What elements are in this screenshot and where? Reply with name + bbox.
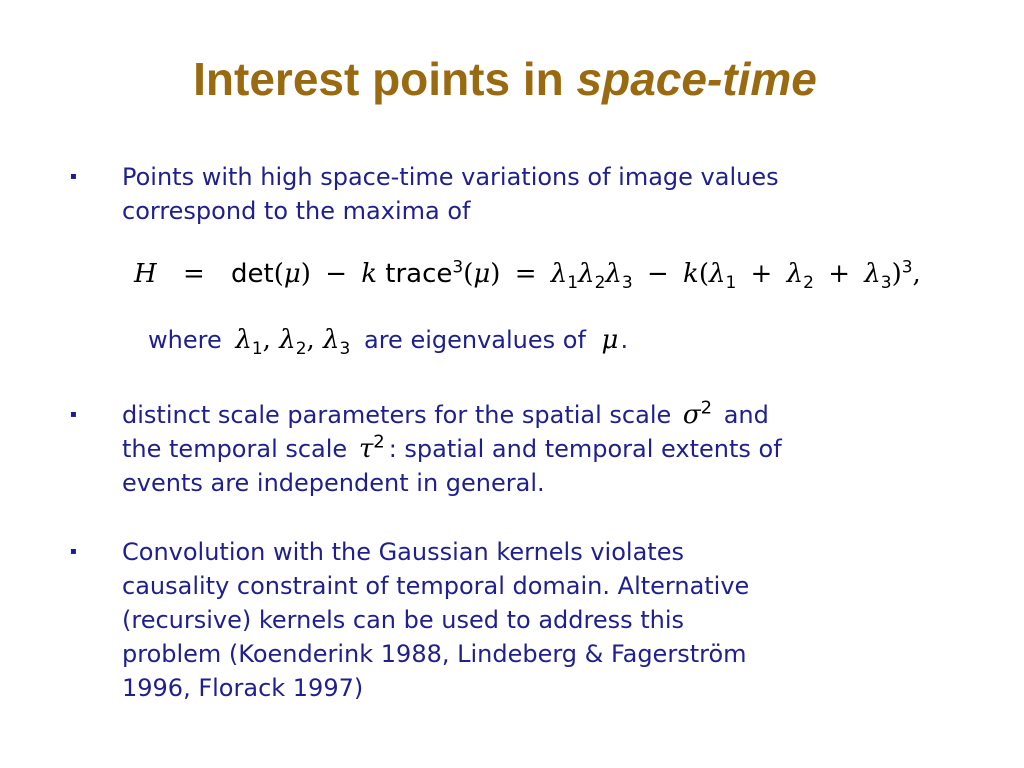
title-plain: Interest points in [193,53,577,105]
title-italic: space-time [576,53,817,105]
eq-lambda-f: λ [864,259,881,289]
eq-sub-d: 1 [725,273,737,294]
eq-minus-1: − [325,259,347,289]
eq-sub-e: 2 [803,273,814,294]
eq-mu-2: μ [473,259,491,289]
tau-symbol: τ [358,434,374,464]
bullet-3-line1: Convolution with the Gaussian kernels violates [122,538,684,566]
bullet-1-line2: correspond to the maxima of [122,197,471,225]
eq-comma: , [912,259,921,289]
bullet-2-part1: distinct scale parameters for the spatial scale [122,401,672,429]
where-sub-1: 1 [251,339,263,360]
eq-sub-a: 1 [567,273,579,294]
bullet-3-line2: causality constraint of temporal domain. Alternative [122,572,750,600]
bullet-3-line3: (recursive) kernels can be used to address this [122,606,685,634]
sigma-squared [679,397,716,430]
where-lambda-3: λ [323,325,340,355]
eq-lambda-c: λ [605,259,622,289]
where-lambda-2: λ [279,325,296,355]
eq-k-2: k [683,259,699,289]
slide-title [0,52,1010,106]
eq-lambda-b: λ [578,259,595,289]
bullet-text-1 [122,160,922,228]
bullet-2-part5: events are independent in general. [122,469,545,497]
sigma-exponent: 2 [700,397,713,419]
where-after: are eigenvalues of [364,326,586,354]
where-mu: μ [601,325,619,355]
eq-trace: trace [385,259,453,289]
bullet-marker-3: ▪ [70,546,77,557]
eq-lhs: H [134,259,157,289]
eq-det: det [231,259,274,289]
bullet-2-part3: the temporal scale [122,435,348,463]
where-lambda-1: λ [235,325,252,355]
where-word: where [148,326,222,354]
where-line [148,322,628,358]
bullet-2-part2: and [716,401,769,429]
bullet-2-part4: : spatial and temporal extents of [388,435,782,463]
bullet-marker-1: ▪ [70,171,77,182]
eq-trace-paren: (μ) [463,259,501,289]
eigenvalue-list: $\lambda_1$, $\lambda_2$, $\lambda_3$ [235,325,351,360]
eq-sub-b: 2 [594,273,606,294]
eq-lambda-d: λ [708,259,726,289]
bullet-3-line4: problem (Koenderink 1988, Lindeberg & Fagerström [122,640,747,668]
eq-minus-2: − [646,259,669,289]
where-sub-3: 3 [339,339,351,360]
bullet-3-line5: 1996, Florack 1997) [122,674,364,702]
eq-mu-1: μ [283,259,301,289]
eq-equals-1: = [182,259,205,289]
tau-exponent: 2 [373,431,385,453]
eq-sub-c: 3 [621,273,633,294]
bullet-1-line1: Points with high space-time variations of image values [122,163,779,191]
tau-squared [355,431,389,464]
eq-plus-2: + [828,259,850,289]
sigma-symbol: σ [682,400,701,430]
bullet-marker-2: ▪ [70,409,77,420]
bullet-text-2 [122,398,922,500]
eq-final-exp: 3 [901,257,913,278]
eq-k-1: k [361,259,378,289]
harris-equation: H = det(μ) − k trace$^3$(μ) = $\lambda_1\lambda_2\lambda_3 - k(\lambda_1 + \lambda_2 + \lambda_3)^3$, [134,257,921,294]
eq-plus-1: + [750,259,773,289]
eq-lambda-e: λ [786,259,804,289]
eq-lambda-a: λ [550,259,568,289]
eq-det-paren: (μ) [273,259,311,289]
where-sub-2: 2 [295,339,307,360]
eq-trace-exp: 3 [452,257,464,278]
where-period: . [620,326,629,354]
bullet-text-3 [122,535,922,705]
eq-sub-f: 3 [880,273,892,294]
eq-equals-2: = [514,259,537,289]
